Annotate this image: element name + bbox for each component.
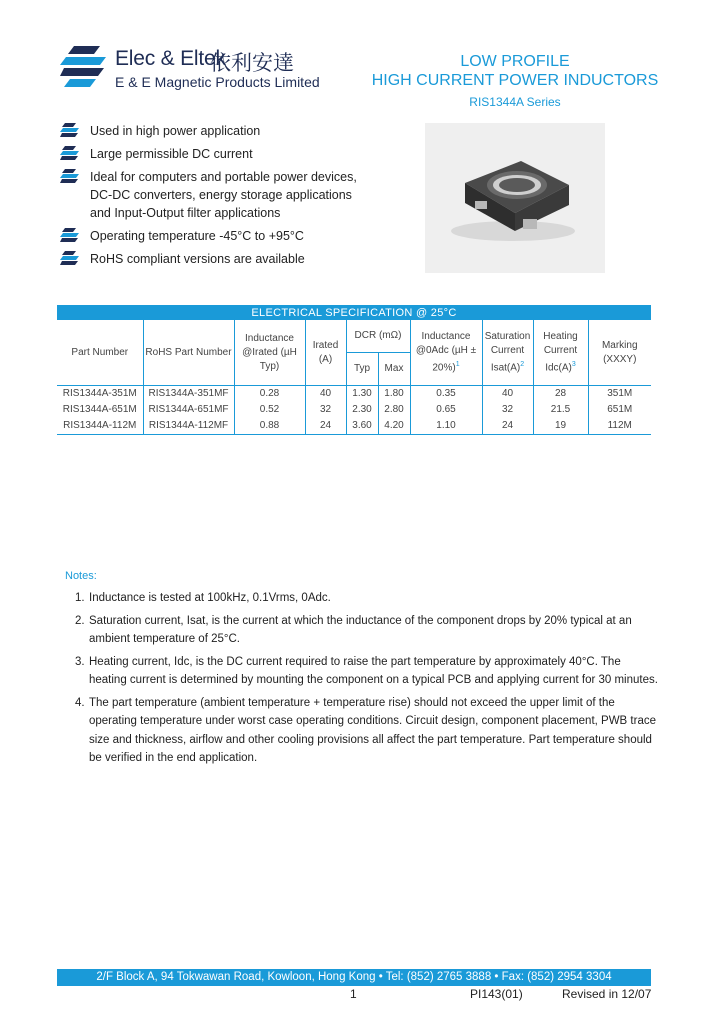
header-saturation-current: Saturation Current $Isat(A)^2$ (482, 320, 533, 386)
cell-isat: 40 (482, 386, 533, 403)
feature-list (60, 122, 360, 273)
header-irated: Irated (A) (305, 320, 346, 386)
cell-dcr-typ: 2.30 (346, 402, 378, 418)
cell-dcr-typ: 1.30 (346, 386, 378, 403)
revision-date: Revised in 12/07 (562, 987, 652, 1001)
cell-inductance-0adc: 0.35 (410, 386, 482, 403)
cell-irated: 32 (305, 402, 346, 418)
notes-list (70, 589, 660, 772)
bullet-logo-icon (60, 146, 79, 162)
table-row (57, 418, 651, 435)
brand-name: Elec & Eltek (115, 47, 226, 70)
cell-marking: 351M (607, 388, 633, 399)
feature-text: Operating temperature -45°C to +95°C (90, 229, 304, 243)
header-heating-current: Heating Current $Idc(A)^3$ (533, 320, 588, 386)
note-text: Saturation current, Isat, is the current at which the inductance of the component drops by 20% typical at an ambient temperature of 25°C. (89, 614, 632, 645)
cell-rohs: RIS1344A-351MF (143, 386, 234, 403)
feature-text: RoHS compliant versions are available (90, 252, 305, 266)
product-photo (425, 123, 605, 273)
cell-dcr-max: 1.80 (378, 386, 410, 403)
header-part-number: Part Number (57, 320, 143, 386)
feature-text: Ideal for computers and portable power devices, DC-DC converters, energy storage applications and Input-Output filter applications (90, 170, 357, 220)
note-text: Heating current, Idc, is the DC current required to raise the part temperature by approximately 40°C. The heating current is determined by mounting the component on a typical PCB and applying current for 30 minutes. (89, 655, 658, 686)
note-ref-1: 1 (455, 360, 460, 368)
cell-marking: 651M (607, 404, 633, 415)
note-number: 4. (75, 696, 85, 709)
cell-inductance: 0.28 (234, 386, 305, 403)
note-number: 1. (75, 592, 85, 604)
cell-irated: 40 (305, 386, 346, 403)
notes-title: Notes: (65, 570, 97, 582)
feature-item (60, 250, 360, 268)
cell-dcr-typ: 3.60 (346, 418, 378, 435)
cell-inductance-0adc: 0.65 (410, 402, 482, 418)
note-text: The part temperature (ambient temperature + temperature rise) should not exceed the upper limit of the operating temperature under worst case operating conditions. Circuit design, component placement, PWB trace size and thickness, airflow and other cooling provisions all affect the part temperature. Part temperature should be verified in the end application. (89, 696, 656, 764)
header-dcr-max: Max (378, 353, 410, 386)
title-line-1: LOW PROFILE (460, 53, 570, 70)
title-line-2: HIGH CURRENT POWER INDUCTORS (371, 72, 659, 89)
feature-item (60, 227, 360, 245)
footer-address-bar: 2/F Block A, 94 Tokwawan Road, Kowloon, Hong Kong • Tel: (852) 2765 3888 • Fax: (852) 2954 3304 (57, 969, 651, 986)
table-caption: ELECTRICAL SPECIFICATION @ 25°C (57, 305, 651, 320)
header-inductance-0adc: Inductance @0Adc $(\mu H \pm 20\%)^1$ (410, 320, 482, 386)
note-ref-3: 3 (571, 360, 576, 368)
cell-rohs: RIS1344A-651MF (143, 402, 234, 418)
feature-text: Large permissible DC current (90, 147, 253, 161)
cell-dcr-max: 2.80 (378, 402, 410, 418)
header-dcr: DCR (mΩ) (346, 320, 410, 353)
document-code: PI143(01) (470, 987, 523, 1001)
cell-inductance: 0.88 (234, 418, 305, 435)
cell-idc: 28 (533, 386, 588, 403)
cell-inductance-0adc: 1.10 (410, 418, 482, 435)
table-row (57, 402, 651, 418)
note-ref-2: 2 (520, 360, 525, 368)
bullet-logo-icon (60, 169, 79, 185)
company-logo (60, 44, 108, 90)
bullet-logo-icon (60, 228, 79, 244)
bullet-logo-icon (60, 251, 79, 267)
cell-idc: 19 (533, 418, 588, 435)
note-item (70, 694, 660, 768)
header-dcr-typ: Typ (346, 353, 378, 386)
electrical-spec-table (57, 305, 651, 435)
cell-inductance: 0.52 (234, 402, 305, 418)
feature-item (60, 168, 360, 222)
cell-irated: 24 (305, 418, 346, 435)
feature-item (60, 145, 360, 163)
page-number: 1 (350, 987, 357, 1001)
feature-text: Used in high power application (90, 124, 261, 138)
series-name: RIS1344A Series (469, 95, 561, 109)
cell-marking: 112M (588, 418, 651, 435)
note-text: Inductance is tested at 100kHz, 0.1Vrms, 0Adc. (89, 592, 331, 604)
bullet-logo-icon (60, 123, 79, 139)
brand-subtitle: E & E Magnetic Products Limited (115, 74, 320, 90)
cell-part: RIS1344A-651M (57, 402, 143, 418)
header-inductance-irated: Inductance @Irated (µH Typ) (234, 320, 305, 386)
note-item (70, 612, 660, 649)
table-caption-row (57, 305, 651, 320)
table-header-row (57, 320, 651, 353)
note-number: 2. (75, 614, 85, 627)
cell-isat: 24 (482, 418, 533, 435)
document-title (360, 52, 670, 110)
note-number: 3. (75, 655, 85, 668)
cell-part: RIS1344A-112M (57, 418, 143, 435)
cell-idc: 21.5 (533, 402, 588, 418)
table-row (57, 386, 651, 403)
cell-part: RIS1344A-351M (57, 386, 143, 403)
cell-dcr-max: 4.20 (378, 418, 410, 435)
header-marking: Marking (XXXY) (588, 320, 651, 386)
cell-isat: 32 (482, 402, 533, 418)
feature-item (60, 122, 360, 140)
note-item (70, 653, 660, 690)
cell-rohs: RIS1344A-112MF (143, 418, 234, 435)
header-rohs-part-number: RoHS Part Number (143, 320, 234, 386)
brand-name-chinese: 依利安達 (210, 52, 294, 75)
note-item (70, 589, 660, 608)
